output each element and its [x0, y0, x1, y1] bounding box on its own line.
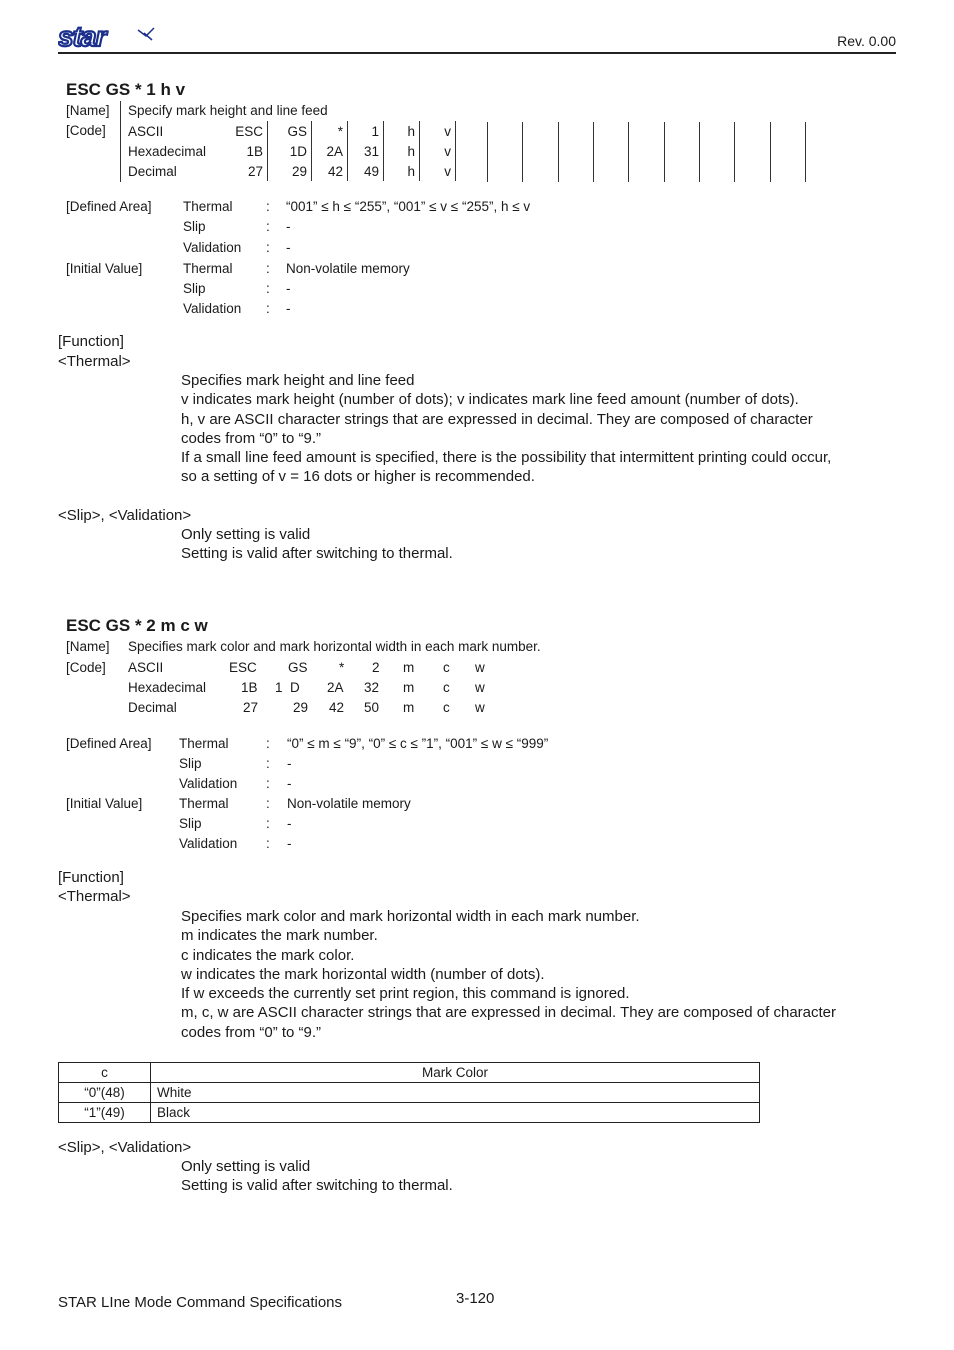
code-cell: Hexadecimal [128, 143, 207, 159]
section1-initial-label: [Initial Value] [66, 261, 143, 276]
initial-key: Slip [183, 281, 206, 296]
code-cell: c [443, 680, 450, 695]
initial-value: - [286, 281, 291, 296]
section2-function-label: [Function] [58, 869, 124, 886]
code-cell: h [384, 141, 420, 161]
code-cell: v [420, 141, 456, 161]
footer-doc-title: STAR LIne Mode Command Specifications [58, 1294, 343, 1311]
table-cell: “0”(48) [59, 1083, 151, 1103]
initial-key: Thermal [183, 261, 233, 276]
code-cell: ASCII [128, 660, 164, 675]
code-cell: c [443, 660, 450, 675]
code-cell: 49 [348, 161, 384, 181]
initial-value: - [287, 816, 292, 831]
initial-value: - [287, 836, 292, 851]
code-cell: 27 [243, 700, 259, 715]
defined-key: Thermal [179, 736, 229, 751]
code-cell: Hexadecimal [128, 680, 207, 695]
code-empty-divider [593, 122, 594, 182]
code-cell: m [403, 680, 415, 695]
code-cell: GS [288, 660, 308, 675]
code-cell: m [403, 660, 415, 675]
code-empty-divider [487, 122, 488, 182]
code-cell: 1 D [275, 680, 300, 695]
text-line: codes from “0” to “9.” [181, 429, 322, 447]
code-cell: h [384, 161, 420, 181]
table-header-cell: c [59, 1063, 151, 1083]
code-cell: w [475, 660, 485, 675]
initial-value: Non-volatile memory [286, 261, 410, 276]
code-cell: 29 [293, 700, 309, 715]
code-cell: 31 [348, 141, 384, 161]
section2-initial-label: [Initial Value] [66, 796, 143, 811]
initial-key: Thermal [179, 796, 229, 811]
section1-name-divider [120, 101, 121, 182]
code-cell: 1 [348, 121, 384, 141]
revision-label: Rev. 0.00 [837, 33, 896, 49]
section2-thermal-label: <Thermal> [58, 888, 131, 905]
code-cell: v [420, 121, 456, 141]
code-cell: c [443, 700, 450, 715]
colon: : [266, 756, 270, 771]
code-cell: * [312, 121, 348, 141]
section2-name-value: Specifies mark color and mark horizontal width in each mark number. [128, 639, 541, 654]
code-cell: 1B [222, 141, 268, 161]
code-empty-divider [770, 122, 771, 182]
code-cell: 2A [312, 141, 348, 161]
code-empty-divider [558, 122, 559, 182]
code-empty-divider [805, 122, 806, 182]
section1-code-table [124, 121, 456, 181]
section2-title: ESC GS * 2 m c w [66, 616, 208, 635]
code-cell: w [475, 700, 485, 715]
section1-thermal-label: <Thermal> [58, 353, 131, 370]
colon: : [266, 219, 270, 234]
text-line: Only setting is valid [181, 526, 311, 543]
code-cell: ESC [229, 660, 257, 675]
text-line: h, v are ASCII character strings that are expressed in decimal. They are composed of character [181, 410, 813, 428]
section2-slip-text [181, 1157, 453, 1196]
code-cell: 42 [329, 700, 345, 715]
colon: : [266, 301, 270, 316]
footer-page-number: 3-120 [456, 1290, 495, 1307]
section1-thermal-text [181, 371, 831, 487]
code-cell: GS [268, 121, 312, 141]
text-line: v indicates mark height (number of dots); v indicates mark line feed amount (number of dots). [181, 391, 799, 409]
colon: : [266, 776, 270, 791]
section2-slip-label: <Slip>, <Validation> [58, 1139, 192, 1156]
code-cell: w [475, 680, 485, 695]
table-cell: “1”(49) [59, 1103, 151, 1123]
colon: : [266, 261, 270, 276]
defined-value: - [287, 776, 292, 791]
text-line: Only setting is valid [181, 1158, 311, 1175]
defined-key: Thermal [183, 199, 233, 214]
code-cell: 1D [268, 141, 312, 161]
code-row-decimal [124, 161, 456, 181]
table-header-row [59, 1063, 760, 1083]
code-cell: 2A [327, 680, 344, 695]
section1-defined-label: [Defined Area] [66, 199, 152, 214]
initial-key: Slip [179, 816, 202, 831]
text-line: c indicates the mark color. [181, 946, 355, 964]
section2-defined-label: [Defined Area] [66, 736, 152, 751]
code-cell: 1B [241, 680, 258, 695]
section1-name-label: [Name] [66, 103, 110, 118]
initial-key: Validation [179, 836, 238, 851]
text-line: so a setting of v = 16 dots or higher is recommended. [181, 468, 535, 486]
code-cell: Decimal [128, 163, 177, 179]
table-cell: Black [151, 1103, 760, 1123]
colon: : [266, 281, 270, 296]
table-cell: White [151, 1083, 760, 1103]
initial-value: Non-volatile memory [287, 796, 411, 811]
text-line: Specifies mark height and line feed [181, 372, 415, 389]
header-rule [58, 52, 896, 54]
defined-value: - [287, 756, 292, 771]
text-line: m indicates the mark number. [181, 927, 378, 945]
colon: : [266, 736, 270, 751]
initial-value: - [286, 301, 291, 316]
text-line: Specifies mark color and mark horizontal width in each mark number. [181, 908, 640, 925]
code-empty-divider [628, 122, 629, 182]
code-cell: 29 [268, 161, 312, 181]
text-line: If w exceeds the currently set print region, this command is ignored. [181, 985, 630, 1003]
text-line: w indicates the mark horizontal width (number of dots). [181, 965, 545, 983]
code-cell: ESC [222, 121, 268, 141]
initial-key: Validation [183, 301, 242, 316]
section2-name-label: [Name] [66, 639, 110, 654]
code-cell: h [384, 121, 420, 141]
code-cell: 27 [222, 161, 268, 181]
section2-thermal-text [181, 907, 836, 1042]
code-cell: Decimal [128, 700, 177, 715]
table-header-cell: Mark Color [151, 1063, 760, 1083]
text-line: If a small line feed amount is specified, there is the possibility that intermittent printing could occur, [181, 449, 832, 467]
table-row [59, 1103, 760, 1123]
code-cell: 32 [364, 680, 380, 695]
section1-slip-label: <Slip>, <Validation> [58, 507, 192, 524]
text-line: Setting is valid after switching to thermal. [181, 1177, 453, 1195]
defined-value: “0” ≤ m ≤ “9”, “0” ≤ c ≤ ”1”, “001” ≤ w ≤ “999” [287, 736, 549, 751]
defined-value: - [286, 240, 291, 255]
section1-function-label: [Function] [58, 333, 124, 350]
section1-name-value: Specify mark height and line feed [128, 103, 328, 118]
colon: : [266, 240, 270, 255]
code-cell: m [403, 700, 415, 715]
text-line: Setting is valid after switching to thermal. [181, 545, 453, 563]
code-row-hex [124, 141, 456, 161]
text-line: m, c, w are ASCII character strings that are expressed in decimal. They are composed of character [181, 1004, 837, 1022]
section1-slip-text [181, 525, 453, 564]
defined-value: - [286, 219, 291, 234]
section1-code-label: [Code] [66, 123, 106, 138]
colon: : [266, 816, 270, 831]
defined-key: Slip [179, 756, 202, 771]
defined-key: Validation [183, 240, 242, 255]
code-row-ascii [124, 121, 456, 141]
code-empty-divider [734, 122, 735, 182]
code-cell: v [420, 161, 456, 181]
mark-color-table [58, 1062, 760, 1123]
defined-key: Validation [179, 776, 238, 791]
code-empty-divider [664, 122, 665, 182]
code-cell: 50 [364, 700, 380, 715]
colon: : [266, 836, 270, 851]
code-cell: ASCII [128, 123, 164, 139]
star-logo [58, 24, 158, 50]
code-cell: 42 [312, 161, 348, 181]
section1-title: ESC GS * 1 h v [66, 80, 186, 99]
table-row [59, 1083, 760, 1103]
code-cell: * [339, 660, 345, 675]
text-line: codes from “0” to “9.” [181, 1023, 322, 1041]
colon: : [266, 796, 270, 811]
section2-code-label: [Code] [66, 660, 106, 675]
code-empty-divider [522, 122, 523, 182]
defined-value: “001” ≤ h ≤ “255”, “001” ≤ v ≤ “255”, h ≤ v [286, 199, 531, 214]
colon: : [266, 199, 270, 214]
code-cell: 2 [372, 660, 380, 675]
svg-text:star: star [58, 24, 106, 50]
code-empty-divider [699, 122, 700, 182]
defined-key: Slip [183, 219, 206, 234]
